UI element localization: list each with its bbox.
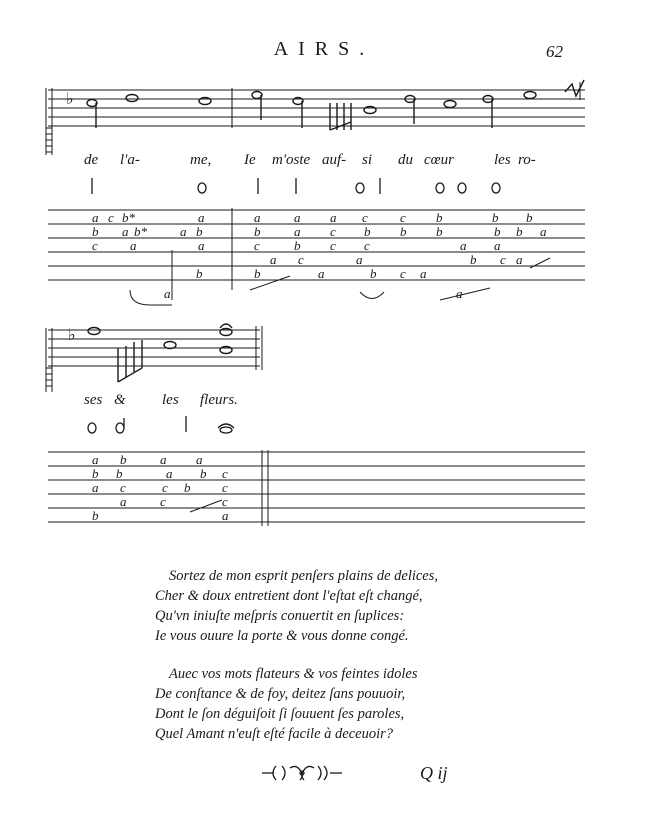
poem-line: Auec vos mots flateurs & vos feintes idoles (169, 666, 418, 682)
poem-line: Quel Amant n'euſt eſté facile à deceuoir? (155, 726, 393, 742)
lyric-word: m'oste (272, 152, 311, 168)
svg-text:a: a (222, 508, 229, 523)
svg-text:a: a (160, 452, 167, 467)
svg-text:a: a (494, 238, 501, 253)
svg-text:b: b (254, 224, 261, 239)
svg-text:b: b (116, 466, 123, 481)
running-head: AIRS. (273, 38, 375, 60)
svg-text:a: a (516, 252, 523, 267)
svg-text:a: a (456, 286, 463, 301)
svg-text:c: c (400, 210, 406, 225)
svg-text:a: a (198, 210, 205, 225)
svg-text:b: b (92, 466, 99, 481)
lyric-word: les (162, 392, 179, 408)
svg-text:a: a (460, 238, 467, 253)
lyric-word: si (362, 152, 373, 168)
svg-text:b: b (196, 266, 203, 281)
svg-text:c: c (160, 494, 166, 509)
rhythm-flags-1 (92, 178, 500, 194)
svg-text:a: a (92, 480, 99, 495)
poem-line: Sortez de mon esprit penſers plains de delices, (169, 568, 439, 584)
svg-text:a: a (198, 238, 205, 253)
poem-line: Dont le ſon déguiſoit ſi ſouuent ſes paroles, (155, 706, 405, 722)
vocal-staff-2 (48, 326, 262, 370)
svg-text:c: c (400, 266, 406, 281)
svg-text:b: b (92, 224, 99, 239)
svg-text:c: c (330, 224, 336, 239)
lyric-word: fleurs. (200, 392, 238, 408)
svg-text:a: a (270, 252, 277, 267)
custos-1 (565, 80, 584, 96)
svg-text:a: a (120, 494, 127, 509)
vocal-notes-2 (88, 324, 232, 382)
svg-text:c: c (222, 494, 228, 509)
svg-text:a: a (166, 466, 173, 481)
svg-text:b: b (184, 480, 191, 495)
vocal-notes-1 (87, 92, 536, 131)
svg-text:b*: b* (134, 224, 147, 239)
svg-text:c: c (362, 210, 368, 225)
svg-text:b: b (470, 252, 477, 267)
svg-text:c: c (330, 238, 336, 253)
svg-text:a: a (356, 252, 363, 267)
lyric-word: & (114, 392, 126, 408)
lyric-word: ses (84, 392, 103, 408)
svg-text:a: a (180, 224, 187, 239)
lyric-word: de (84, 152, 99, 168)
svg-text:c: c (108, 210, 114, 225)
svg-text:c: c (120, 480, 126, 495)
poem-line: Qu'vn iniuſte meſpris conuertit en ſuplices: (155, 608, 405, 624)
lyric-word: me, (190, 152, 212, 168)
lyrics-row-1 (84, 152, 536, 168)
svg-text:b: b (294, 238, 301, 253)
lyric-word: cœur (424, 152, 454, 168)
fleuron-ornament (260, 762, 344, 784)
svg-text:a: a (330, 210, 337, 225)
tab-staff-2 (48, 450, 585, 526)
svg-text:a: a (92, 452, 99, 467)
svg-text:a: a (540, 224, 547, 239)
lyric-word: l'a- (120, 152, 140, 168)
flat-sign: ♭ (68, 325, 76, 344)
lyric-word: du (398, 152, 413, 168)
svg-text:a: a (294, 210, 301, 225)
svg-text:b: b (200, 466, 207, 481)
svg-text:c: c (298, 252, 304, 267)
svg-text:c: c (364, 238, 370, 253)
svg-text:c: c (162, 480, 168, 495)
poem-stanza-1 (155, 566, 515, 646)
svg-text:c: c (500, 252, 506, 267)
poem-line: Ie vous ouure la porte & vous donne congé. (155, 628, 409, 644)
svg-text:b: b (436, 224, 443, 239)
lyric-word: les (494, 152, 511, 168)
svg-text:b: b (492, 210, 499, 225)
svg-text:b: b (196, 224, 203, 239)
svg-text:c: c (92, 238, 98, 253)
poem-line: Cher & doux entretient dont l'eſtat eſt changé, (155, 588, 423, 604)
svg-text:a: a (254, 210, 261, 225)
lyrics-row-2 (84, 392, 238, 408)
svg-text:b: b (364, 224, 371, 239)
svg-text:b: b (400, 224, 407, 239)
svg-text:b: b (370, 266, 377, 281)
svg-text:b: b (120, 452, 127, 467)
lyric-word: Ie (244, 152, 256, 168)
poem-stanza-2 (155, 664, 515, 744)
svg-text:b: b (516, 224, 523, 239)
svg-text:c: c (222, 480, 228, 495)
svg-text:b: b (526, 210, 533, 225)
staff-bracket-1 (46, 88, 52, 155)
rhythm-flags-2 (88, 416, 234, 433)
svg-text:b*: b* (122, 210, 135, 225)
svg-text:a: a (294, 224, 301, 239)
lyric-word: auf- (322, 152, 347, 168)
tab-letters-2 (92, 452, 229, 523)
svg-text:a: a (196, 452, 203, 467)
flat-sign: ♭ (66, 89, 74, 108)
svg-text:b: b (436, 210, 443, 225)
page-number: 62 (546, 42, 563, 61)
signature-mark: Q ij (420, 763, 448, 783)
svg-text:a: a (420, 266, 427, 281)
svg-text:b: b (494, 224, 501, 239)
vocal-staff-1 (48, 82, 585, 128)
svg-text:c: c (222, 466, 228, 481)
poem-line: De conſtance & de foy, deitez ſans pouuoir, (155, 686, 406, 702)
svg-text:b: b (92, 508, 99, 523)
svg-text:b: b (254, 266, 261, 281)
svg-text:c: c (254, 238, 260, 253)
poem-text (155, 566, 515, 762)
svg-text:a: a (130, 238, 137, 253)
staff-bracket-2 (46, 328, 52, 392)
svg-text:a: a (122, 224, 129, 239)
lyric-word: ro- (518, 152, 536, 168)
svg-text:a: a (318, 266, 325, 281)
svg-text:a: a (164, 286, 171, 301)
svg-text:a: a (92, 210, 99, 225)
